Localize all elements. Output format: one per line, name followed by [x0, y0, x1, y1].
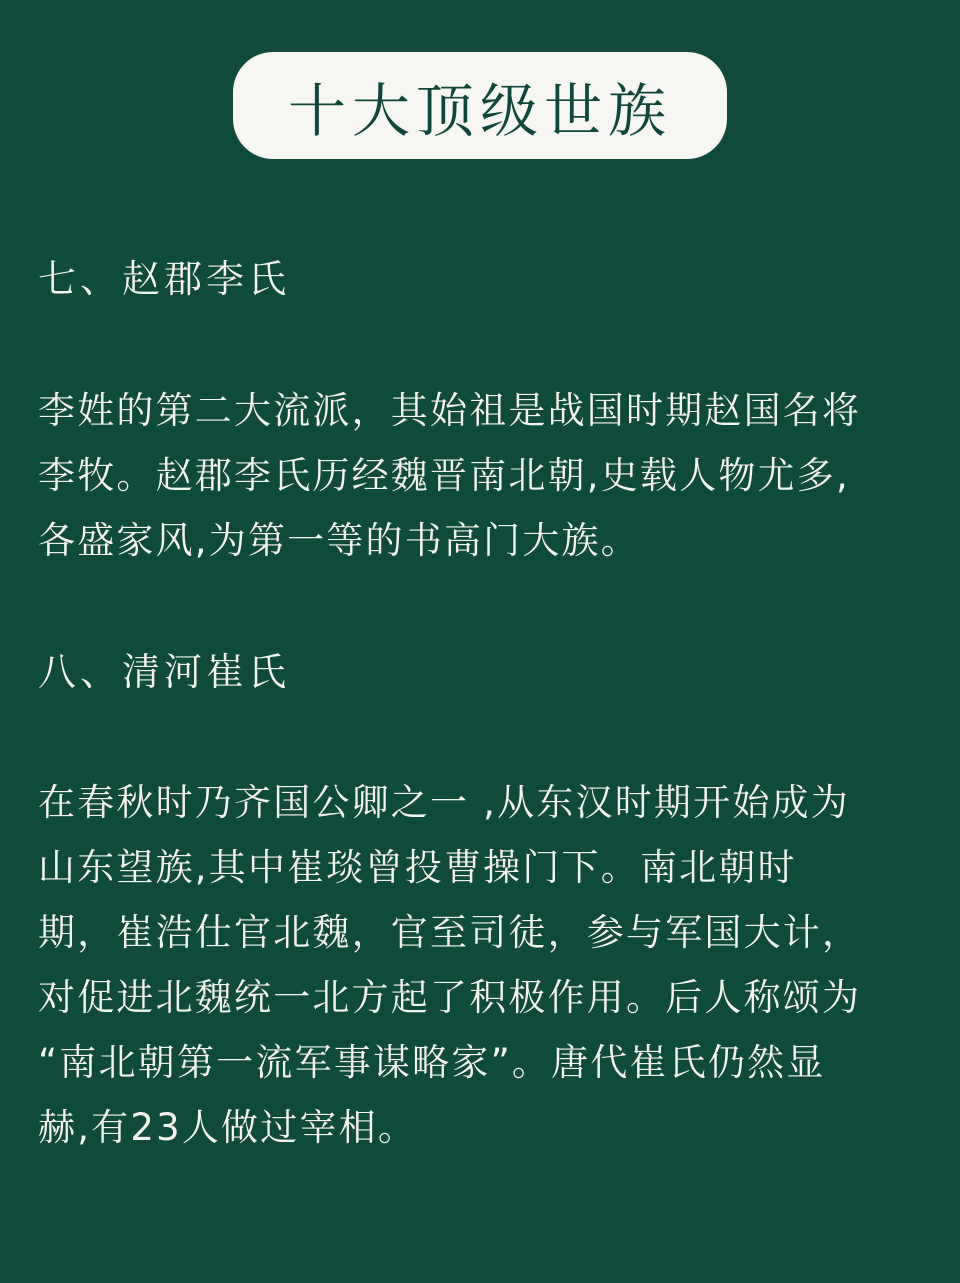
- section-heading-8: 八、清河崔氏: [38, 650, 291, 694]
- paragraph-line: 赫,有23人做过宰相。: [38, 1106, 418, 1149]
- paragraph-line: 期，崔浩仕官北魏，官至司徒，参与军国大计，: [38, 911, 862, 954]
- paragraph-line: 山东望族,其中崔琰曾投曹操门下。南北朝时: [38, 846, 797, 889]
- page-title: 十大顶级世族: [287, 76, 672, 145]
- paragraph-line: 对促进北魏统一北方起了积极作用。后人称颂为: [38, 976, 862, 1019]
- paragraph-line: 李姓的第二大流派，其始祖是战国时期赵国名将: [38, 389, 862, 432]
- section-body-7: [38, 378, 922, 573]
- paragraph-line: 李牧。赵郡李氏历经魏晋南北朝,史载人物尤多,: [38, 454, 850, 497]
- title-banner: [233, 52, 727, 159]
- paragraph-line: “南北朝第一流军事谋略家”。唐代崔氏仍然显: [38, 1041, 826, 1084]
- section-heading-7: 七、赵郡李氏: [38, 257, 291, 301]
- section-body-8: [38, 770, 922, 1160]
- paragraph-line: 各盛家风,为第一等的书高门大族。: [38, 519, 640, 562]
- paragraph-line: 在春秋时乃齐国公卿之一 ,从东汉时期开始成为: [38, 781, 850, 824]
